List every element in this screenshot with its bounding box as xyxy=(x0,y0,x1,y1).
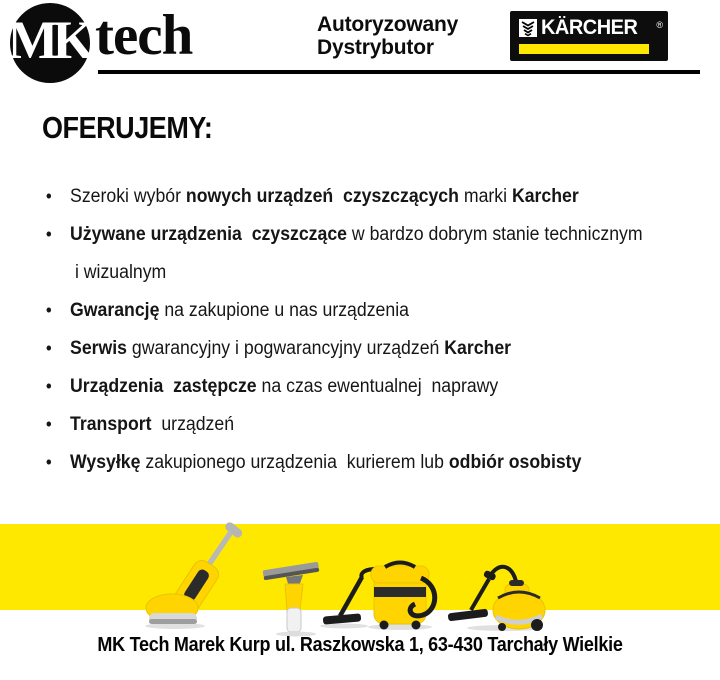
mk-logo-circle xyxy=(7,3,90,83)
offer-item-text: i wizualnym xyxy=(70,262,167,283)
karcher-yellow-bar xyxy=(519,44,649,54)
bullet-icon: • xyxy=(45,224,52,244)
offer-item-text: Serwis gwarancyjny i pogwarancyjny urządzeń Karcher xyxy=(70,338,512,359)
offer-list-item-continuation xyxy=(44,254,662,292)
page-title: OFERUJEMY: xyxy=(42,110,213,145)
offer-item-text: Szeroki wybór nowych urządzeń czyszczących marki Karcher xyxy=(70,186,579,207)
offer-list-item xyxy=(44,444,662,482)
bullet-icon: • xyxy=(45,186,52,206)
registered-trademark-icon: ® xyxy=(656,20,663,30)
offer-item-text: Wysyłkę zakupionego urządzenia kurierem lub odbiór osobisty xyxy=(70,452,582,473)
bullet-icon: • xyxy=(45,414,52,434)
product-fc5-floor-cleaner xyxy=(145,521,244,629)
product-wv-window-vacuum xyxy=(263,562,320,637)
offer-list-item xyxy=(44,330,662,368)
product-wd-multi-purpose-vacuum xyxy=(320,563,435,631)
product-sc-steam-cleaner xyxy=(448,567,545,631)
karcher-logo xyxy=(510,11,668,61)
offer-list-item xyxy=(44,178,662,216)
header-divider xyxy=(98,70,700,74)
offer-item-text: Gwarancję na zakupione u nas urządzenia xyxy=(70,300,409,321)
offer-item-text: Urządzenia zastępcze na czas ewentualnej naprawy xyxy=(70,376,499,397)
karcher-chevron-icon xyxy=(519,19,537,37)
distributor-label xyxy=(317,13,458,59)
offer-item-text: Używane urządzenia czyszczące w bardzo dobrym stanie technicznym xyxy=(70,224,643,245)
offer-list-item xyxy=(44,406,662,444)
mk-logo-text: MK xyxy=(7,10,89,70)
karcher-logo-text: KÄRCHER xyxy=(541,16,638,39)
bullet-icon: • xyxy=(45,452,52,472)
bullet-icon: • xyxy=(45,300,52,320)
bullet-icon: • xyxy=(45,338,52,358)
footer-address: MK Tech Marek Kurp ul. Raszkowska 1, 63-430 Tarchały Wielkie xyxy=(97,634,623,656)
offer-list xyxy=(44,178,708,482)
tech-logo-text: tech xyxy=(95,4,193,67)
distributor-line-2: Dystrybutor xyxy=(317,36,434,59)
distributor-line-1: Autoryzowany xyxy=(317,13,459,36)
offer-item-text: Transport urządzeń xyxy=(70,414,235,435)
offer-list-item xyxy=(44,368,662,406)
offer-list-item xyxy=(44,292,662,330)
bullet-icon: • xyxy=(45,376,52,396)
offer-list-item xyxy=(44,216,662,254)
